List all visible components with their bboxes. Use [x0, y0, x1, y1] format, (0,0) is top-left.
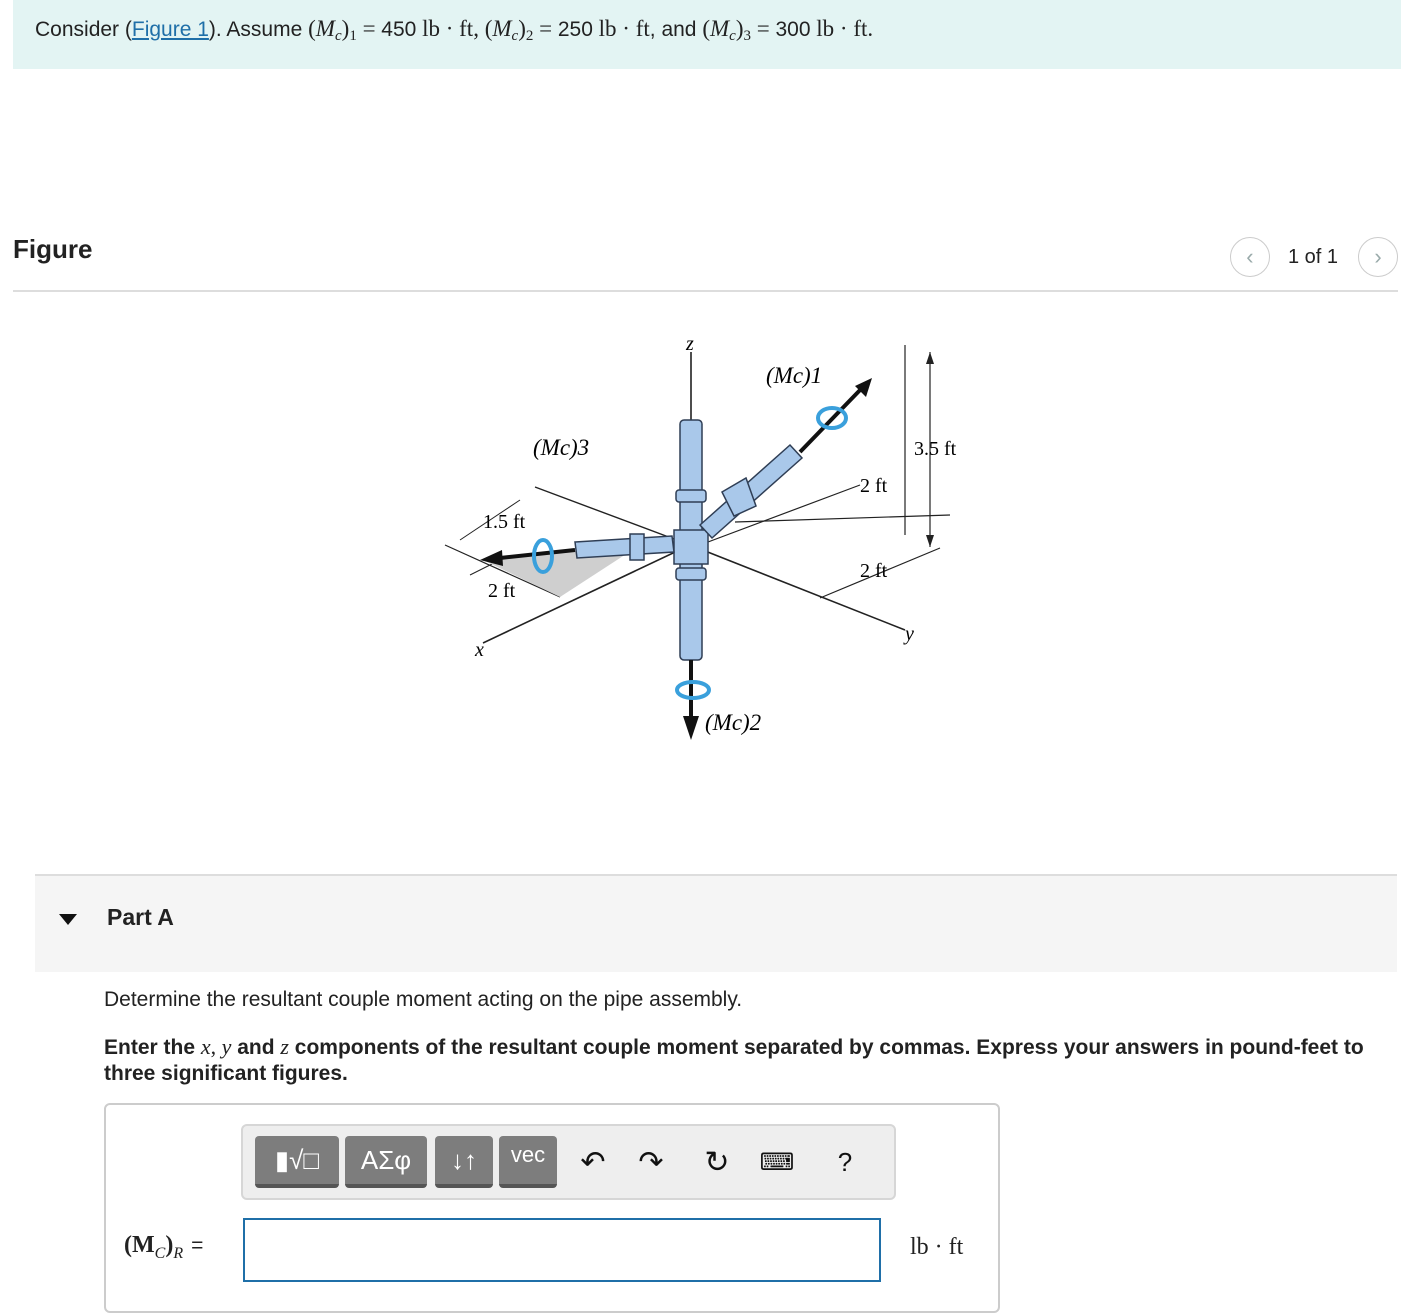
reset-icon[interactable]: ↻ — [704, 1145, 730, 1179]
y-axis-label: y — [905, 623, 914, 645]
problem-banner — [13, 0, 1401, 69]
redo-icon[interactable]: ↷ — [638, 1145, 664, 1179]
x-axis-label: x — [475, 639, 484, 661]
chevron-left-icon: ‹ — [1246, 244, 1254, 269]
previous-figure-button[interactable] — [1230, 237, 1270, 277]
next-figure-button[interactable] — [1358, 237, 1398, 277]
instruction-text: Enter the x, y and z components of the resultant couple moment separated by commas. Express your answers in pound-feet to three significant figures. — [104, 1034, 1364, 1085]
dim-3-5ft: 3.5 ft — [914, 438, 957, 460]
chevron-right-icon: › — [1374, 244, 1382, 269]
dim-2ft-upper: 2 ft — [860, 475, 888, 497]
answer-lhs-label: $(M_C)_R$ = — [124, 1232, 204, 1262]
greek-symbols-button[interactable]: ΑΣφ — [345, 1136, 427, 1188]
vector-button[interactable]: vec — [499, 1136, 557, 1188]
undo-icon[interactable]: ↶ — [580, 1145, 606, 1179]
figure-link[interactable]: Figure 1 — [131, 18, 209, 41]
part-a-header[interactable] — [35, 874, 1397, 972]
part-a-label: Part A — [107, 904, 174, 930]
divider — [13, 290, 1398, 292]
templates-button[interactable]: ▮√□ — [255, 1136, 339, 1188]
mc2-label: (Mc)2 — [705, 710, 762, 735]
mc1-label: (Mc)1 — [766, 363, 823, 388]
mc3-label: (Mc)3 — [533, 435, 590, 460]
collapse-triangle-icon[interactable] — [59, 914, 77, 925]
subscript-superscript-button[interactable]: ↓↑ — [435, 1136, 493, 1188]
dim-2ft-left: 2 ft — [488, 580, 516, 602]
question-text: Determine the resultant couple moment acting on the pipe assembly. — [104, 988, 743, 1011]
keyboard-icon[interactable]: ⌨ — [759, 1148, 795, 1176]
answer-input[interactable] — [243, 1218, 881, 1282]
problem-statement: Consider (Figure 1). Assume $(M_c)_1 = 450$ lb · ft, $(M_c)_2 = 250$ lb · ft, and $(M_c)_3 = 300$ lb · ft. — [35, 16, 874, 44]
figure-pager — [1230, 237, 1398, 277]
answer-unit: lb · ft — [910, 1234, 964, 1260]
dim-1-5ft: 1.5 ft — [483, 511, 526, 533]
pager-text: 1 of 1 — [1287, 245, 1338, 268]
pipe-assembly-figure — [430, 320, 970, 765]
z-axis-label: z — [686, 333, 694, 355]
dim-2ft-lower: 2 ft — [860, 560, 888, 582]
math-toolbar — [241, 1124, 896, 1200]
figure-title: Figure — [13, 234, 93, 264]
help-button[interactable]: ? — [837, 1146, 853, 1177]
